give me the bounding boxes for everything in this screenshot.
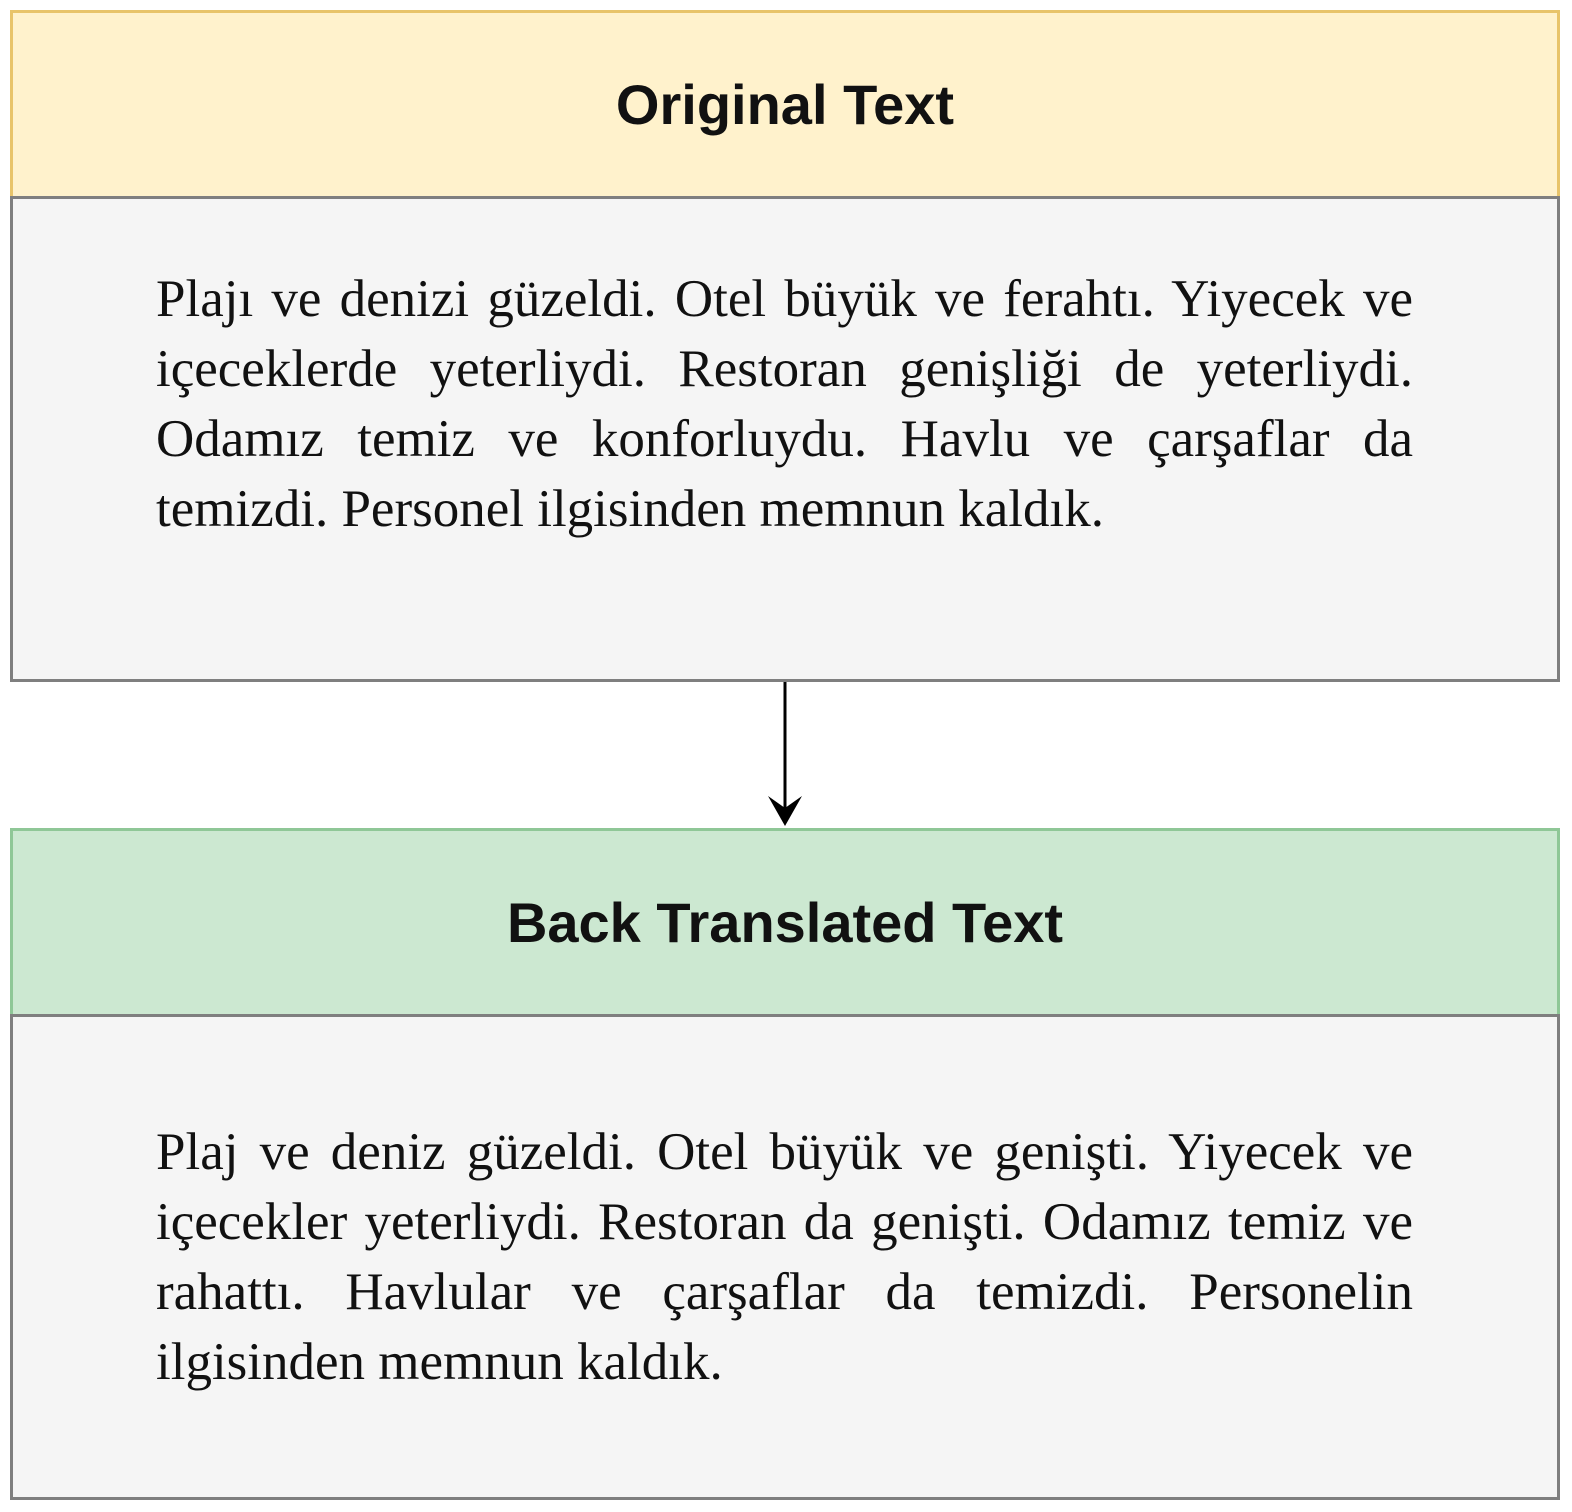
original-text-paragraph: Plajı ve denizi güzeldi. Otel büyük ve ferahtı. Yiyecek ve içeceklerde yeterliydi. Restoran genişliği de yeterliydi. Odamız temiz ve konforluydu. Havlu ve çarşaflar da temizdi. Personel ilgisinden memnun kaldık. (156, 270, 1413, 538)
original-text-box (10, 196, 1560, 682)
back-translated-title: Back Translated Text (506, 891, 1064, 954)
flow-arrow-head (768, 796, 802, 826)
original-text-header (10, 10, 1560, 196)
back-translated-header (10, 828, 1560, 1014)
back-translated-paragraph: Plaj ve deniz güzeldi. Otel büyük ve genişti. Yiyecek ve içecekler yeterliydi. Restoran da genişti. Odamız temiz ve rahattı. Havlular ve çarşaflar da temizdi. Personelin ilgisinden memnun kaldık. (156, 1123, 1413, 1391)
original-text-title: Original Text (615, 73, 955, 136)
back-translated-box (10, 1014, 1560, 1500)
